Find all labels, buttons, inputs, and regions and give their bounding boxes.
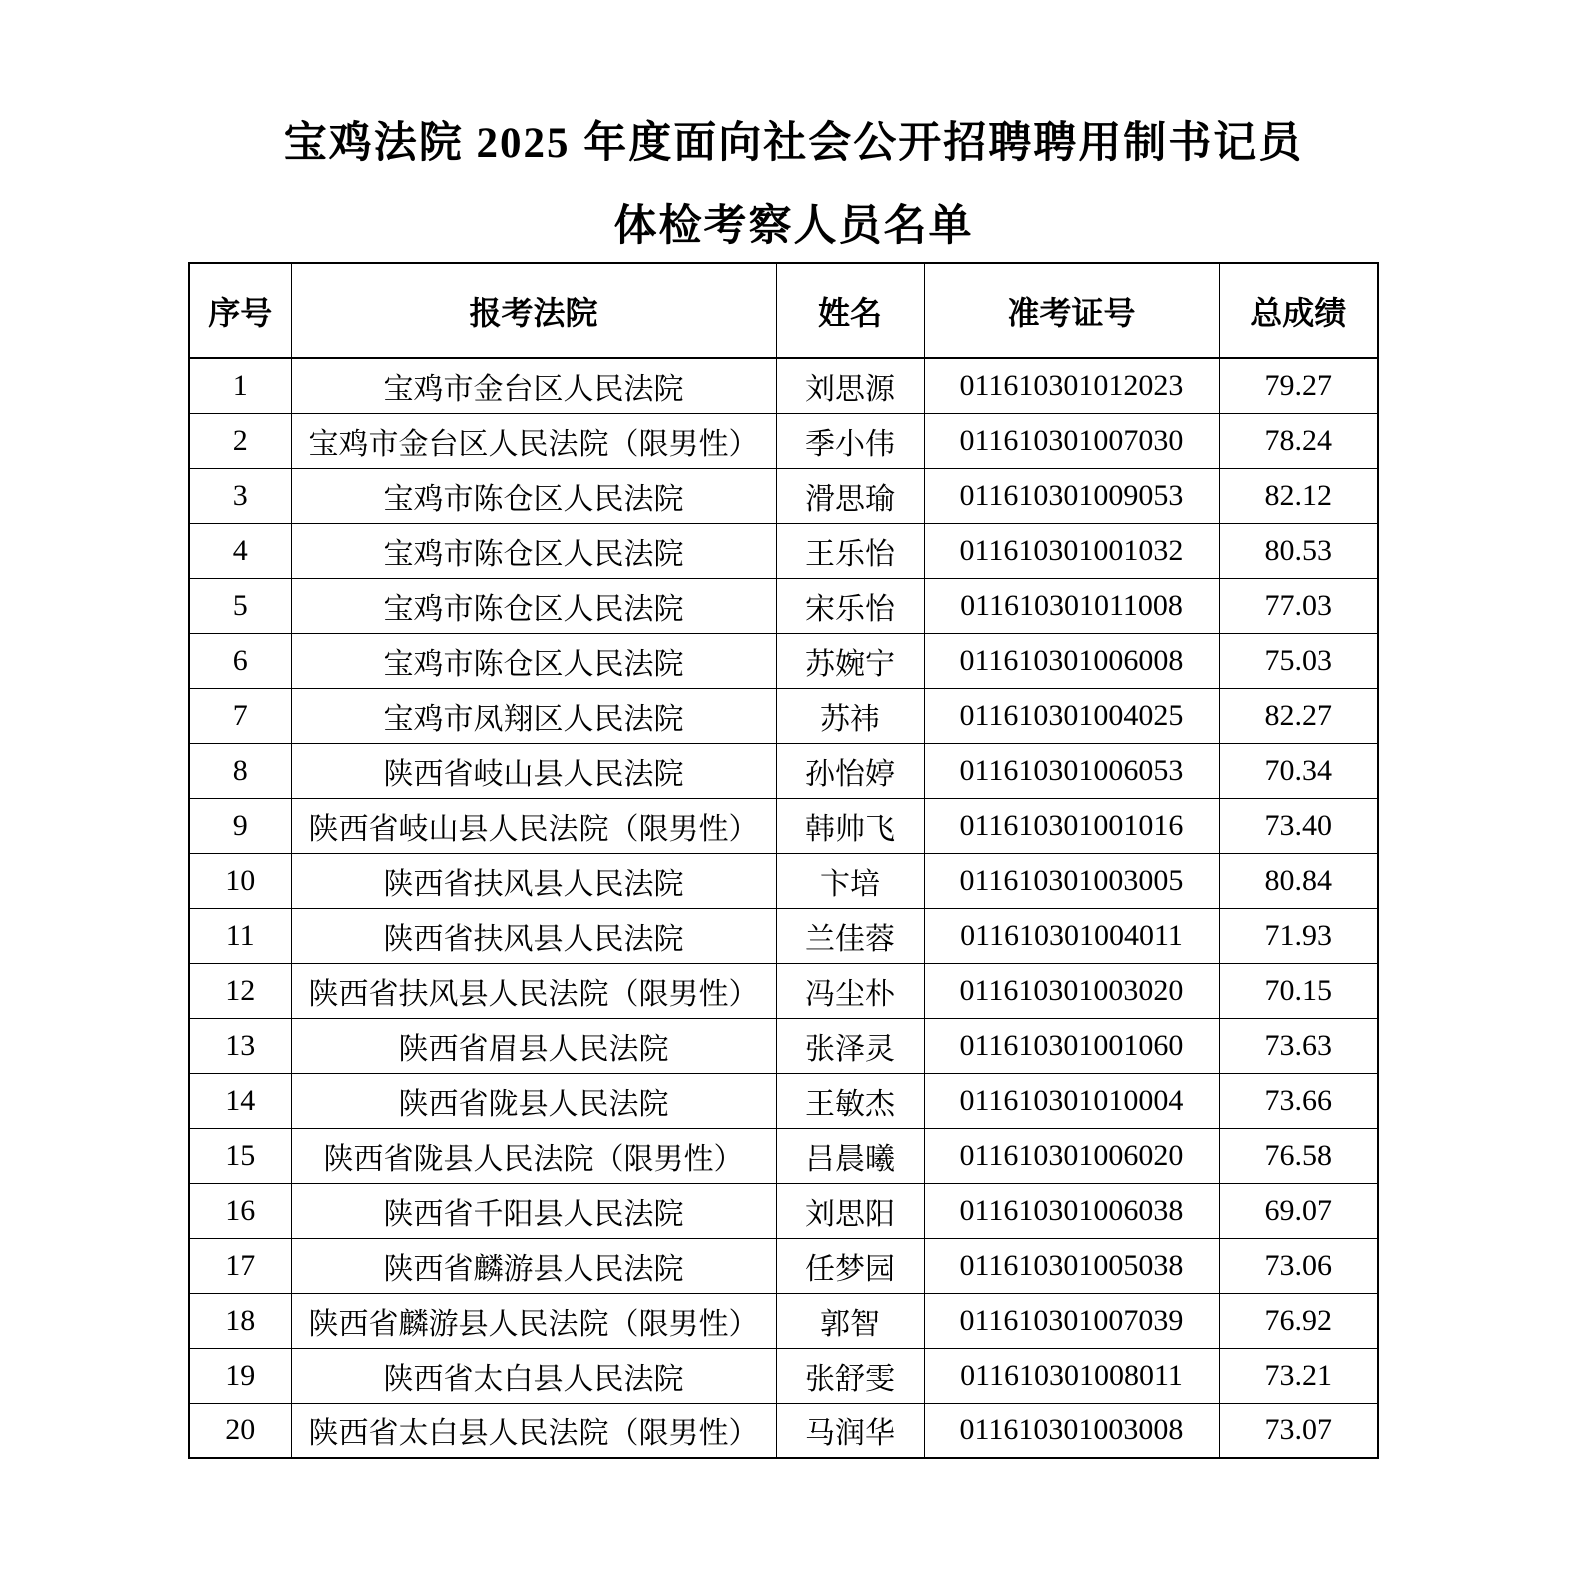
cell-index: 9 [189,798,291,853]
table-row [189,358,1378,413]
cell-exam-no: 011610301004011 [924,908,1219,963]
cell-index: 17 [189,1238,291,1293]
cell-court: 陕西省扶风县人民法院 [291,853,776,908]
cell-exam-no: 011610301006020 [924,1128,1219,1183]
table-row [189,578,1378,633]
cell-court: 陕西省太白县人民法院 [291,1348,776,1403]
cell-exam-no: 011610301006038 [924,1183,1219,1238]
header-court: 报考法院 [291,263,776,358]
cell-score: 76.58 [1219,1128,1378,1183]
table-row [189,1403,1378,1458]
cell-index: 16 [189,1183,291,1238]
cell-index: 2 [189,413,291,468]
candidates-table [188,262,1379,1459]
cell-exam-no: 011610301006053 [924,743,1219,798]
table-body [189,358,1378,1458]
table-row [189,633,1378,688]
table-row [189,1293,1378,1348]
table-row [189,1183,1378,1238]
table-row [189,1348,1378,1403]
cell-exam-no: 011610301006008 [924,633,1219,688]
cell-court: 宝鸡市金台区人民法院 [291,358,776,413]
cell-index: 1 [189,358,291,413]
table-row [189,1128,1378,1183]
cell-index: 20 [189,1403,291,1458]
cell-index: 6 [189,633,291,688]
cell-court: 陕西省陇县人民法院（限男性） [291,1128,776,1183]
table-row [189,1238,1378,1293]
cell-index: 5 [189,578,291,633]
cell-name: 苏祎 [776,688,924,743]
cell-exam-no: 011610301011008 [924,578,1219,633]
cell-name: 兰佳蓉 [776,908,924,963]
cell-score: 82.27 [1219,688,1378,743]
table-row [189,1018,1378,1073]
cell-name: 刘思源 [776,358,924,413]
cell-court: 陕西省陇县人民法院 [291,1073,776,1128]
table-row [189,743,1378,798]
cell-name: 马润华 [776,1403,924,1458]
document-title-line2: 体检考察人员名单 [613,203,974,250]
table-row [189,853,1378,908]
cell-index: 12 [189,963,291,1018]
cell-name: 郭智 [776,1293,924,1348]
cell-score: 70.34 [1219,743,1378,798]
cell-name: 韩帅飞 [776,798,924,853]
cell-court: 宝鸡市陈仓区人民法院 [291,578,776,633]
header-index: 序号 [189,263,291,358]
cell-exam-no: 011610301008011 [924,1348,1219,1403]
cell-court: 陕西省眉县人民法院 [291,1018,776,1073]
cell-court: 陕西省太白县人民法院（限男性） [291,1403,776,1458]
cell-score: 77.03 [1219,578,1378,633]
cell-score: 73.21 [1219,1348,1378,1403]
cell-exam-no: 011610301001032 [924,523,1219,578]
cell-court: 宝鸡市陈仓区人民法院 [291,523,776,578]
cell-exam-no: 011610301005038 [924,1238,1219,1293]
cell-court: 陕西省扶风县人民法院（限男性） [291,963,776,1018]
table-row [189,798,1378,853]
cell-name: 任梦园 [776,1238,924,1293]
cell-exam-no: 011610301007039 [924,1293,1219,1348]
cell-index: 14 [189,1073,291,1128]
cell-score: 73.63 [1219,1018,1378,1073]
cell-court: 宝鸡市陈仓区人民法院 [291,633,776,688]
cell-score: 69.07 [1219,1183,1378,1238]
cell-exam-no: 011610301003005 [924,853,1219,908]
cell-exam-no: 011610301001060 [924,1018,1219,1073]
cell-index: 15 [189,1128,291,1183]
cell-name: 季小伟 [776,413,924,468]
cell-name: 苏婉宁 [776,633,924,688]
cell-index: 10 [189,853,291,908]
table-row [189,1073,1378,1128]
cell-index: 3 [189,468,291,523]
cell-index: 8 [189,743,291,798]
table-row [189,468,1378,523]
cell-score: 78.24 [1219,413,1378,468]
table-row [189,963,1378,1018]
cell-index: 4 [189,523,291,578]
cell-score: 80.84 [1219,853,1378,908]
cell-exam-no: 011610301007030 [924,413,1219,468]
cell-score: 73.07 [1219,1403,1378,1458]
cell-score: 76.92 [1219,1293,1378,1348]
header-name: 姓名 [776,263,924,358]
cell-index: 18 [189,1293,291,1348]
cell-court: 宝鸡市凤翔区人民法院 [291,688,776,743]
cell-court: 陕西省岐山县人民法院 [291,743,776,798]
cell-name: 张舒雯 [776,1348,924,1403]
cell-score: 80.53 [1219,523,1378,578]
header-score: 总成绩 [1219,263,1378,358]
cell-exam-no: 011610301001016 [924,798,1219,853]
cell-exam-no: 011610301009053 [924,468,1219,523]
cell-score: 73.66 [1219,1073,1378,1128]
cell-court: 陕西省麟游县人民法院 [291,1238,776,1293]
cell-name: 卞培 [776,853,924,908]
table-row [189,688,1378,743]
document-title-line1: 宝鸡法院 2025 年度面向社会公开招聘聘用制书记员 [283,120,1304,167]
header-exam-no: 准考证号 [924,263,1219,358]
cell-name: 冯尘朴 [776,963,924,1018]
cell-name: 刘思阳 [776,1183,924,1238]
cell-score: 82.12 [1219,468,1378,523]
cell-court: 陕西省麟游县人民法院（限男性） [291,1293,776,1348]
table-row [189,523,1378,578]
cell-name: 滑思瑜 [776,468,924,523]
cell-court: 陕西省千阳县人民法院 [291,1183,776,1238]
cell-index: 11 [189,908,291,963]
table-row [189,413,1378,468]
table-row [189,908,1378,963]
cell-court: 陕西省扶风县人民法院 [291,908,776,963]
cell-exam-no: 011610301012023 [924,358,1219,413]
cell-exam-no: 011610301010004 [924,1073,1219,1128]
cell-index: 19 [189,1348,291,1403]
cell-index: 7 [189,688,291,743]
cell-name: 吕晨曦 [776,1128,924,1183]
cell-score: 73.06 [1219,1238,1378,1293]
cell-exam-no: 011610301004025 [924,688,1219,743]
cell-exam-no: 011610301003008 [924,1403,1219,1458]
cell-court: 陕西省岐山县人民法院（限男性） [291,798,776,853]
cell-score: 75.03 [1219,633,1378,688]
cell-score: 79.27 [1219,358,1378,413]
cell-exam-no: 011610301003020 [924,963,1219,1018]
cell-name: 宋乐怡 [776,578,924,633]
cell-score: 70.15 [1219,963,1378,1018]
cell-name: 张泽灵 [776,1018,924,1073]
cell-name: 王敏杰 [776,1073,924,1128]
cell-name: 王乐怡 [776,523,924,578]
table-header-row [189,263,1378,358]
cell-score: 71.93 [1219,908,1378,963]
cell-court: 宝鸡市金台区人民法院（限男性） [291,413,776,468]
cell-score: 73.40 [1219,798,1378,853]
cell-court: 宝鸡市陈仓区人民法院 [291,468,776,523]
cell-name: 孙怡婷 [776,743,924,798]
cell-index: 13 [189,1018,291,1073]
